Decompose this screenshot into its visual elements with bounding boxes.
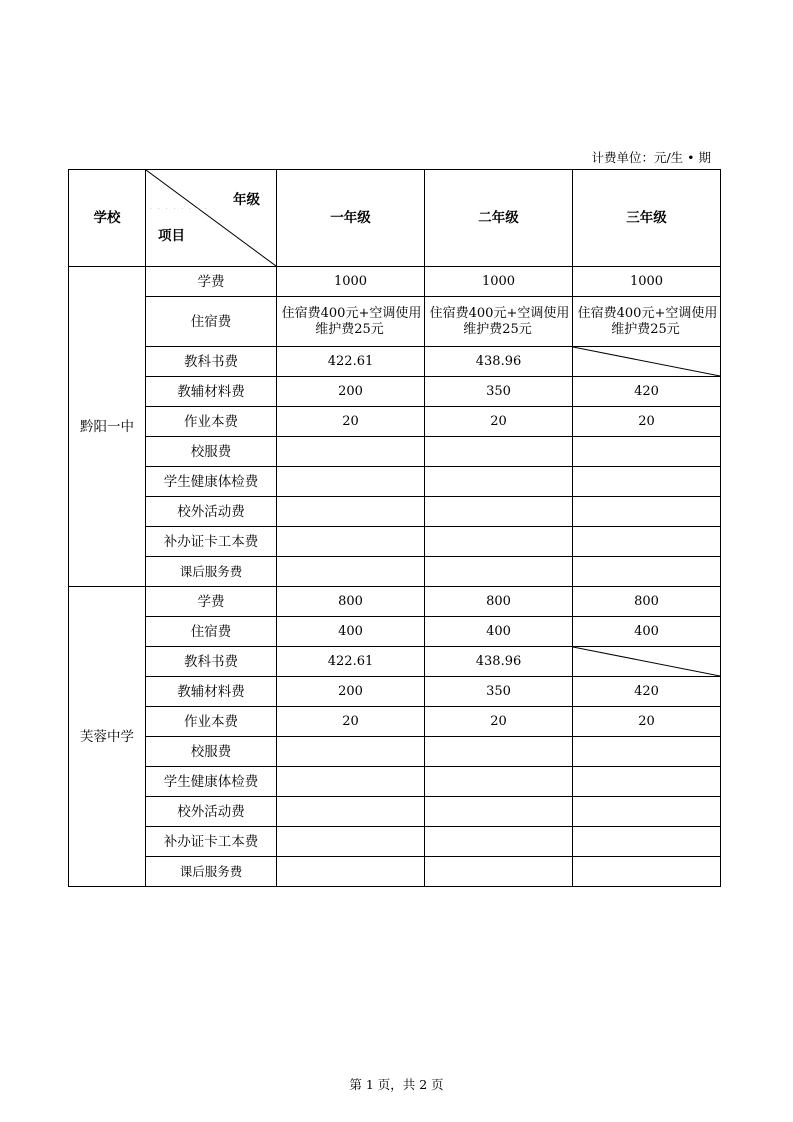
fee-value: 200 bbox=[338, 383, 363, 399]
fee-value-cell-grade-2 bbox=[425, 737, 573, 767]
fee-value: 1000 bbox=[629, 273, 664, 289]
table-row bbox=[69, 497, 721, 527]
not-applicable-cell bbox=[573, 647, 721, 677]
diagonal-line bbox=[146, 170, 276, 266]
fee-value bbox=[497, 504, 501, 519]
fee-value bbox=[349, 534, 353, 549]
table-row bbox=[69, 437, 721, 467]
fee-item-cell: 作业本费 bbox=[146, 707, 277, 737]
fee-value-cell-grade-2 bbox=[425, 557, 573, 587]
fee-value: 20 bbox=[342, 713, 359, 729]
fee-value: 422.61 bbox=[327, 353, 374, 369]
fee-value-cell-grade-1 bbox=[277, 707, 425, 737]
diagonal-line bbox=[573, 647, 720, 676]
fee-value bbox=[349, 444, 353, 459]
fee-value-cell-grade-2 bbox=[425, 827, 573, 857]
fee-value-cell-grade-2 bbox=[425, 527, 573, 557]
fee-value-cell-grade-3 bbox=[573, 827, 721, 857]
fee-value-cell-grade-2 bbox=[425, 437, 573, 467]
fee-item-cell: 住宿费 bbox=[146, 617, 277, 647]
fee-value: 20 bbox=[638, 413, 655, 429]
fee-value bbox=[349, 774, 353, 789]
fee-value bbox=[349, 504, 353, 519]
fee-value bbox=[349, 804, 353, 819]
fee-value bbox=[497, 834, 501, 849]
fee-value-cell-grade-3 bbox=[573, 767, 721, 797]
fee-item-cell: 教辅材料费 bbox=[146, 377, 277, 407]
fee-value-cell-grade-1 bbox=[277, 677, 425, 707]
table-row bbox=[69, 407, 721, 437]
fee-value bbox=[349, 564, 353, 579]
fee-value: 20 bbox=[490, 413, 507, 429]
fee-item-cell: 补办证卡工本费 bbox=[146, 527, 277, 557]
dotted-mark: · · · · · · · · bbox=[150, 206, 209, 213]
page-footer: 第 1 页，共 2 页 bbox=[349, 1077, 444, 1092]
fee-value bbox=[497, 444, 501, 459]
fee-value: 400 bbox=[634, 623, 659, 639]
table-row bbox=[69, 377, 721, 407]
fee-value-cell-grade-3 bbox=[573, 557, 721, 587]
fee-value bbox=[645, 474, 649, 489]
fee-value-cell-grade-3 bbox=[573, 497, 721, 527]
fee-value-cell-grade-3 bbox=[573, 267, 721, 297]
fee-value-cell-grade-2 bbox=[425, 587, 573, 617]
fee-value bbox=[349, 474, 353, 489]
fee-table bbox=[68, 169, 721, 887]
fee-item-cell: 教科书费 bbox=[146, 647, 277, 677]
fee-value-cell-grade-2 bbox=[425, 377, 573, 407]
fee-value-cell-grade-1 bbox=[277, 827, 425, 857]
fee-value-cell-grade-1 bbox=[277, 297, 425, 347]
fee-item-cell: 补办证卡工本费 bbox=[146, 827, 277, 857]
fee-value bbox=[349, 834, 353, 849]
table-row bbox=[69, 827, 721, 857]
fee-value: 420 bbox=[634, 683, 659, 699]
fee-value bbox=[645, 534, 649, 549]
fee-value bbox=[349, 864, 353, 879]
fee-value bbox=[645, 834, 649, 849]
fee-value-cell-grade-3 bbox=[573, 737, 721, 767]
table-row bbox=[69, 857, 721, 887]
fee-value-cell-grade-3 bbox=[573, 467, 721, 497]
school-name-cell: 芙蓉中学 bbox=[69, 587, 146, 887]
fee-value-cell-grade-3 bbox=[573, 857, 721, 887]
table-row bbox=[69, 647, 721, 677]
fee-value bbox=[645, 774, 649, 789]
fee-value bbox=[497, 744, 501, 759]
fee-item-cell: 校服费 bbox=[146, 437, 277, 467]
fee-value-cell-grade-1 bbox=[277, 497, 425, 527]
fee-value-cell-grade-1 bbox=[277, 767, 425, 797]
fee-value: 438.96 bbox=[475, 353, 522, 369]
fee-value-cell-grade-1 bbox=[277, 467, 425, 497]
fee-value-cell-grade-3 bbox=[573, 587, 721, 617]
fee-value: 20 bbox=[342, 413, 359, 429]
header-grade-label: 年级 bbox=[233, 192, 260, 208]
fee-value-cell-grade-2 bbox=[425, 797, 573, 827]
fee-value bbox=[645, 864, 649, 879]
diagonal-line bbox=[573, 347, 720, 376]
fee-value: 1000 bbox=[481, 273, 516, 289]
not-applicable-cell bbox=[573, 347, 721, 377]
fee-value bbox=[645, 804, 649, 819]
table-row bbox=[69, 707, 721, 737]
fee-value-cell-grade-2 bbox=[425, 707, 573, 737]
table-row bbox=[69, 527, 721, 557]
table-row bbox=[69, 767, 721, 797]
header-school: 学校 bbox=[69, 170, 146, 267]
fee-value-cell-grade-3 bbox=[573, 527, 721, 557]
fee-value: 20 bbox=[490, 713, 507, 729]
fee-value-cell-grade-2 bbox=[425, 467, 573, 497]
fee-value: 350 bbox=[486, 383, 511, 399]
table-row bbox=[69, 587, 721, 617]
fee-value bbox=[645, 564, 649, 579]
fee-value: 住宿费400元+空调使用维护费25元 bbox=[577, 305, 718, 337]
fee-item-cell: 教辅材料费 bbox=[146, 677, 277, 707]
fee-value: 200 bbox=[338, 683, 363, 699]
fee-value-cell-grade-1 bbox=[277, 857, 425, 887]
fee-value: 800 bbox=[486, 593, 511, 609]
fee-value-cell-grade-1 bbox=[277, 377, 425, 407]
fee-value-cell-grade-3 bbox=[573, 617, 721, 647]
fee-value: 350 bbox=[486, 683, 511, 699]
fee-value-cell-grade-3 bbox=[573, 677, 721, 707]
fee-item-cell: 学费 bbox=[146, 267, 277, 297]
fee-value-cell-grade-2 bbox=[425, 267, 573, 297]
fee-value-cell-grade-1 bbox=[277, 737, 425, 767]
fee-value-cell-grade-1 bbox=[277, 797, 425, 827]
header-grade-2: 二年级 bbox=[425, 170, 573, 267]
fee-value bbox=[645, 504, 649, 519]
fee-value: 438.96 bbox=[475, 653, 522, 669]
fee-value bbox=[497, 474, 501, 489]
fee-item-cell: 作业本费 bbox=[146, 407, 277, 437]
fee-value-cell-grade-2 bbox=[425, 297, 573, 347]
fee-value-cell-grade-2 bbox=[425, 407, 573, 437]
school-name-cell: 黔阳一中 bbox=[69, 267, 146, 587]
fee-value bbox=[645, 744, 649, 759]
table-row bbox=[69, 267, 721, 297]
fee-value-cell-grade-1 bbox=[277, 407, 425, 437]
table-header-row bbox=[69, 170, 721, 267]
fee-item-cell: 校外活动费 bbox=[146, 497, 277, 527]
fee-value-cell-grade-3 bbox=[573, 437, 721, 467]
fee-item-cell: 住宿费 bbox=[146, 297, 277, 347]
fee-value-cell-grade-1 bbox=[277, 527, 425, 557]
fee-value-cell-grade-3 bbox=[573, 297, 721, 347]
table-row bbox=[69, 297, 721, 347]
fee-value-cell-grade-1 bbox=[277, 587, 425, 617]
fee-value-cell-grade-1 bbox=[277, 617, 425, 647]
table-row bbox=[69, 467, 721, 497]
header-item-label: 项目 bbox=[158, 228, 185, 244]
fee-value: 800 bbox=[338, 593, 363, 609]
table-row bbox=[69, 347, 721, 377]
fee-value-cell-grade-3 bbox=[573, 707, 721, 737]
fee-value-cell-grade-2 bbox=[425, 647, 573, 677]
fee-value bbox=[497, 804, 501, 819]
fee-value bbox=[497, 864, 501, 879]
fee-value: 住宿费400元+空调使用维护费25元 bbox=[429, 305, 570, 337]
header-grade-3: 三年级 bbox=[573, 170, 721, 267]
fee-item-cell: 校服费 bbox=[146, 737, 277, 767]
table-row bbox=[69, 737, 721, 767]
table-row bbox=[69, 617, 721, 647]
fee-value bbox=[645, 444, 649, 459]
fee-value-cell-grade-1 bbox=[277, 267, 425, 297]
fee-value-cell-grade-3 bbox=[573, 377, 721, 407]
fee-value: 住宿费400元+空调使用维护费25元 bbox=[281, 305, 422, 337]
fee-value-cell-grade-2 bbox=[425, 497, 573, 527]
fee-value bbox=[497, 774, 501, 789]
table-row bbox=[69, 557, 721, 587]
fee-item-cell: 教科书费 bbox=[146, 347, 277, 377]
fee-value: 800 bbox=[634, 593, 659, 609]
fee-value: 400 bbox=[486, 623, 511, 639]
fee-value-cell-grade-3 bbox=[573, 407, 721, 437]
table-row bbox=[69, 677, 721, 707]
fee-value-cell-grade-2 bbox=[425, 677, 573, 707]
fee-value bbox=[497, 564, 501, 579]
fee-value: 420 bbox=[634, 383, 659, 399]
fee-value: 1000 bbox=[333, 273, 368, 289]
fee-value bbox=[349, 744, 353, 759]
fee-value-cell-grade-1 bbox=[277, 437, 425, 467]
fee-value-cell-grade-2 bbox=[425, 857, 573, 887]
fee-value-cell-grade-1 bbox=[277, 347, 425, 377]
fee-item-cell: 课后服务费 bbox=[146, 857, 277, 887]
unit-note: 计费单位：元/生 • 期 bbox=[591, 150, 711, 165]
fee-value-cell-grade-1 bbox=[277, 557, 425, 587]
fee-value-cell-grade-2 bbox=[425, 767, 573, 797]
fee-value-cell-grade-2 bbox=[425, 347, 573, 377]
table-row bbox=[69, 797, 721, 827]
fee-value-cell-grade-3 bbox=[573, 797, 721, 827]
fee-item-cell: 学生健康体检费 bbox=[146, 467, 277, 497]
header-grade-1: 一年级 bbox=[277, 170, 425, 267]
fee-item-cell: 学生健康体检费 bbox=[146, 767, 277, 797]
fee-item-cell: 校外活动费 bbox=[146, 797, 277, 827]
fee-item-cell: 学费 bbox=[146, 587, 277, 617]
fee-value: 400 bbox=[338, 623, 363, 639]
fee-value: 422.61 bbox=[327, 653, 374, 669]
fee-value-cell-grade-1 bbox=[277, 647, 425, 677]
fee-value: 20 bbox=[638, 713, 655, 729]
fee-item-cell: 课后服务费 bbox=[146, 557, 277, 587]
fee-value-cell-grade-2 bbox=[425, 617, 573, 647]
header-corner-cell bbox=[146, 170, 277, 267]
fee-value bbox=[497, 534, 501, 549]
